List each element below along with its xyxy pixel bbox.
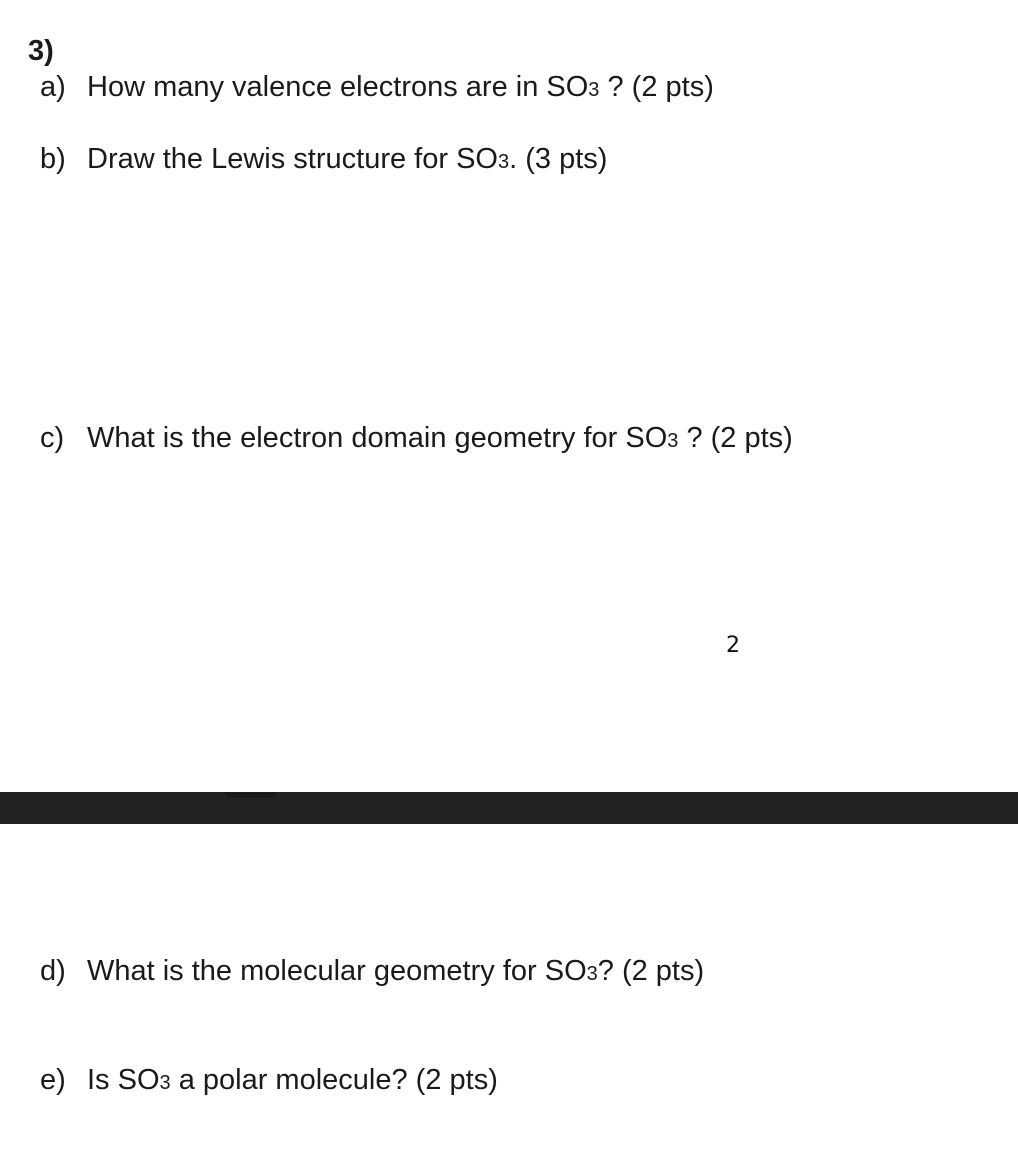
question-d-points: ? (2 pts): [597, 955, 705, 987]
divider-shade: [225, 792, 277, 798]
question-a: [40, 69, 714, 108]
question-a-subscript: 3: [588, 79, 600, 101]
question-c-points: ? (2 pts): [678, 422, 793, 454]
question-c-subscript: 3: [667, 430, 679, 452]
question-b-subscript: 3: [497, 151, 510, 173]
question-d-letter: d): [40, 955, 66, 987]
question-e-points: a polar molecule? (2 pts): [170, 1064, 498, 1096]
question-b-letter: b): [40, 143, 66, 175]
question-e-letter: e): [40, 1064, 66, 1096]
question-c: [40, 420, 793, 459]
question-d: [40, 953, 704, 992]
question-d-subscript: 3: [586, 963, 598, 985]
question-b-text: Draw the Lewis structure for SO: [87, 143, 498, 175]
question-b: [40, 141, 607, 180]
question-a-text: How many valence electrons are in SO: [87, 71, 589, 103]
problem-number: 3): [28, 35, 54, 67]
question-a-letter: a): [40, 71, 66, 103]
question-b-points: . (3 pts): [509, 143, 608, 175]
question-c-letter: c): [40, 422, 65, 454]
page-number: 2: [726, 633, 740, 658]
question-e-subscript: 3: [159, 1072, 171, 1094]
question-e-text: Is SO: [87, 1064, 160, 1096]
question-d-text: What is the molecular geometry for SO: [87, 955, 587, 987]
question-a-points: ? (2 pts): [599, 71, 714, 103]
question-c-text: What is the electron domain geometry for SO: [87, 422, 668, 454]
page-divider: [0, 792, 1018, 824]
question-e: [40, 1062, 498, 1101]
